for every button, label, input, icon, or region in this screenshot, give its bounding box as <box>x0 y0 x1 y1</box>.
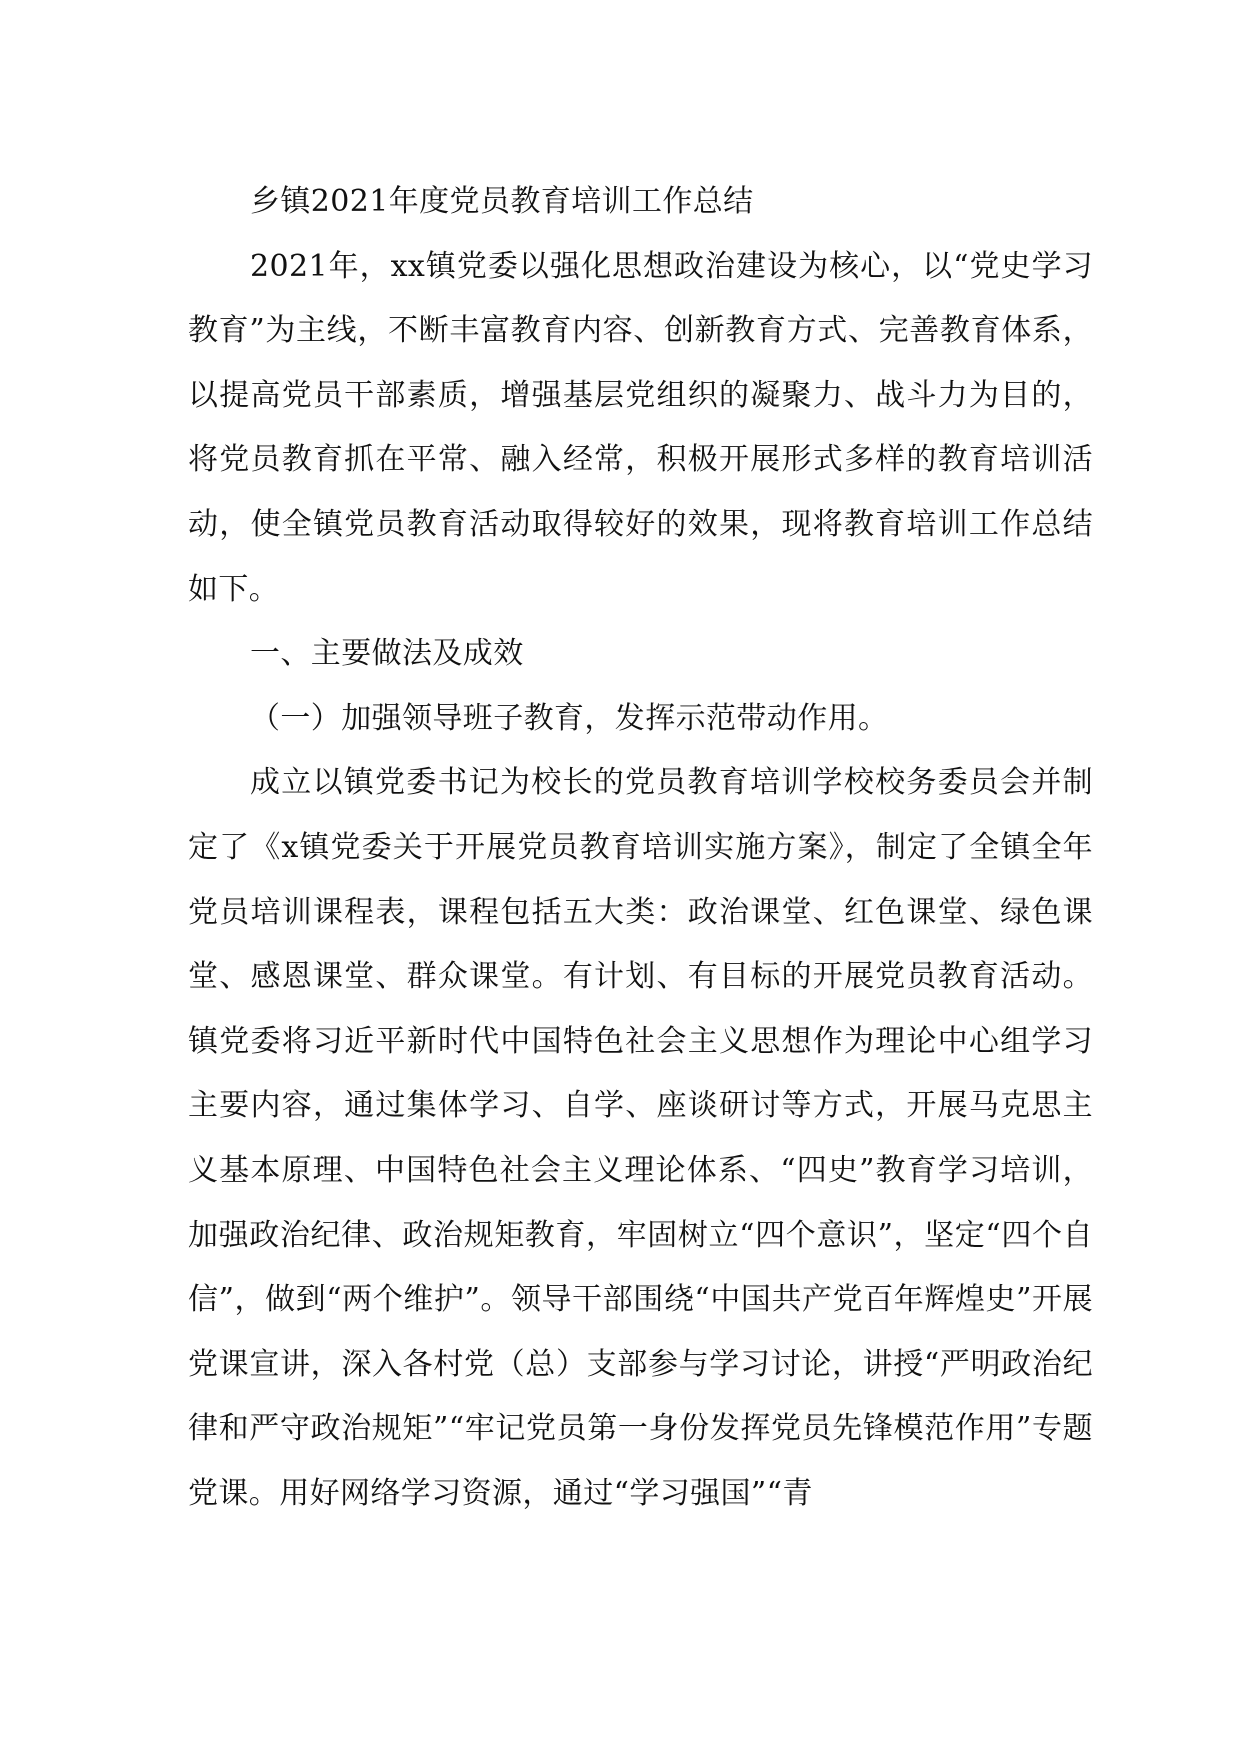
document-title: 乡镇2021年度党员教育培训工作总结 <box>250 184 754 219</box>
intro-paragraph: 2021年，xx镇党委以强化思想政治建设为核心，以“党史学习教育”为主线，不断丰富教育内容、创新教育方式、完善教育体系，以提高党员干部素质，增强基层党组织的凝聚力、战斗力为目的，将党员教育抓在平常、融入经常，积极开展形式多样的教育培训活动，使全镇党员教育活动取得较好的效果，现将教育培训工作总结如下。 <box>188 248 1093 607</box>
document-body <box>188 170 1093 1526</box>
section-heading: 一、主要做法及成效 <box>250 636 524 672</box>
subsection-heading: （一）加强领导班子教育，发挥示范带动作用。 <box>250 700 889 736</box>
body-paragraph: 成立以镇党委书记为校长的党员教育培训学校校务委员会并制定了《x镇党委关于开展党员教育培训实施方案》，制定了全镇全年党员培训课程表，课程包括五大类：政治课堂、红色课堂、绿色课堂、感恩课堂、群众课堂。有计划、有目标的开展党员教育活动。镇党委将习近平新时代中国特色社会主义思想作为理论中心组学习主要内容，通过集体学习、自学、座谈研讨等方式，开展马克思主义基本原理、中国特色社会主义理论体系、“四史”教育学习培训，加强政治纪律、政治规矩教育，牢固树立“四个意识”，坚定“四个自信”，做到“两个维护”。领导干部围绕“中国共产党百年辉煌史”开展党课宣讲，深入各村党（总）支部参与学习讨论，讲授“严明政治纪律和严守政治规矩”“牢记党员第一身份发挥党员先锋模范作用”专题党课。用好网络学习资源，通过“学习强国”“青 <box>188 765 1093 1511</box>
